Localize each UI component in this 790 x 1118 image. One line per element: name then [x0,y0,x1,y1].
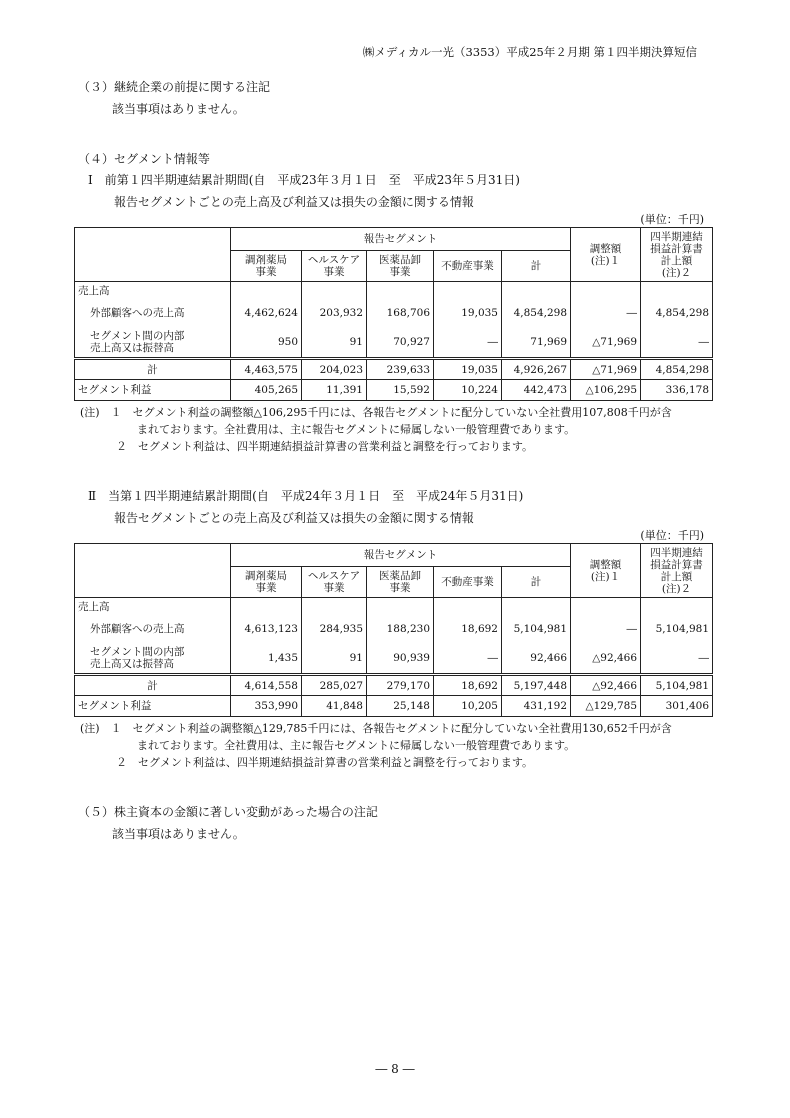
cell: 4,854,298 [502,300,571,327]
cell: 301,406 [641,696,713,717]
note-line: (注) １ セグメント利益の調整額△129,785千円には、各報告セグメントに配分していない全社費用130,652千円が含 [80,722,672,735]
cell: 90,939 [367,643,434,675]
cell: 4,614,558 [231,675,302,696]
cell: 442,473 [502,380,571,401]
cell: △92,466 [571,675,641,696]
cell: 18,692 [434,616,502,643]
table-row [75,616,713,643]
header-real-estate: 不動産事業 [434,567,502,598]
cell: 284,935 [302,616,367,643]
header-wholesale: 医薬品卸 事業 [367,251,434,282]
cell: 405,265 [231,380,302,401]
cell: △92,466 [571,643,641,675]
table-row [75,380,713,401]
cell: 239,633 [367,359,434,380]
cell: 71,969 [502,327,571,359]
period-2-unit: (単位：千円) [640,529,704,542]
period-2-notes [80,720,720,771]
section-4-title: （４）セグメント情報等 [78,152,210,166]
section-5-title: （５）株主資本の金額に著しい変動があった場合の注記 [78,805,378,819]
cell: 168,706 [367,300,434,327]
period-2-subtitle: 報告セグメントごとの売上高及び利益又は損失の金額に関する情報 [114,511,474,525]
document-header: ㈱メディカル一光（3353）平成25年２月期 第１四半期決算短信 [362,45,697,59]
cell: 19,035 [434,359,502,380]
header-quarterly-amount: 四半期連結 損益計算書 計上額 (注)２ [641,228,713,282]
row-external-label: 外部顧客への売上高 [75,300,231,327]
period-1-subtitle: 報告セグメントごとの売上高及び利益又は損失の金額に関する情報 [114,195,474,209]
period-1-unit: (単位：千円) [640,213,704,226]
note-line: まれております。全社費用は、主に報告セグメントに帰属しない一般管理費であります。 [137,739,576,752]
section-3-title: （３）継続企業の前提に関する注記 [78,80,271,94]
cell: ― [434,327,502,359]
cell: 188,230 [367,616,434,643]
cell: △106,295 [571,380,641,401]
cell: ― [434,643,502,675]
cell: △129,785 [571,696,641,717]
section-3-body: 該当事項はありません。 [112,102,245,116]
note-line: (注) １ セグメント利益の調整額△106,295千円には、各報告セグメントに配分していない全社費用107,808千円が含 [80,406,672,419]
header-quarterly-amount: 四半期連結 損益計算書 計上額 (注)２ [641,544,713,598]
cell: 353,990 [231,696,302,717]
cell: 92,466 [502,643,571,675]
cell: △71,969 [571,359,641,380]
cell: △71,969 [571,327,641,359]
cell: 70,927 [367,327,434,359]
table-row [75,696,713,717]
header-adjustment: 調整額 (注)１ [571,228,641,282]
cell: 4,463,575 [231,359,302,380]
table-row [75,675,713,696]
cell: 11,391 [302,380,367,401]
cell: 950 [231,327,302,359]
table-row [75,327,713,359]
header-adjustment: 調整額 (注)１ [571,544,641,598]
cell: 91 [302,643,367,675]
cell: ― [571,616,641,643]
period-1-notes [80,404,720,455]
cell: 1,435 [231,643,302,675]
row-sales-label: 売上高 [75,282,231,300]
cell: 4,854,298 [641,359,713,380]
cell: 4,613,123 [231,616,302,643]
cell: 5,104,981 [502,616,571,643]
cell: 10,205 [434,696,502,717]
period-2-title: Ⅱ 当第１四半期連結累計期間(自 平成24年３月１日 至 平成24年５月31日) [88,489,524,503]
row-external-label: 外部顧客への売上高 [75,616,231,643]
row-intersegment-label: セグメント間の内部 売上高又は振替高 [75,327,231,359]
cell: 285,027 [302,675,367,696]
header-subtotal: 計 [502,251,571,282]
table-row [75,643,713,675]
cell: 279,170 [367,675,434,696]
cell: 5,104,981 [641,616,713,643]
cell: 203,932 [302,300,367,327]
segment-table-1 [74,227,713,401]
header-blank [75,228,231,282]
header-real-estate: 不動産事業 [434,251,502,282]
cell: 4,854,298 [641,300,713,327]
table-row [75,300,713,327]
header-reporting-segment: 報告セグメント [231,228,571,251]
header-subtotal: 計 [502,567,571,598]
note-line: ２ セグメント利益は、四半期連結損益計算書の営業利益と調整を行っております。 [116,756,534,769]
row-profit-label: セグメント利益 [75,696,231,717]
cell: 19,035 [434,300,502,327]
cell: 336,178 [641,380,713,401]
page-number: ― 8 ― [375,1062,415,1076]
cell: 5,197,448 [502,675,571,696]
row-sales-label: 売上高 [75,598,231,616]
cell: 18,692 [434,675,502,696]
period-1-title: Ⅰ 前第１四半期連結累計期間(自 平成23年３月１日 至 平成23年５月31日) [88,173,520,187]
row-total-label: 計 [75,675,231,696]
cell: 4,926,267 [502,359,571,380]
cell: ― [571,300,641,327]
header-reporting-segment: 報告セグメント [231,544,571,567]
cell: 15,592 [367,380,434,401]
row-total-label: 計 [75,359,231,380]
cell: 204,023 [302,359,367,380]
header-healthcare: ヘルスケア 事業 [302,251,367,282]
header-pharmacy: 調剤薬局 事業 [231,251,302,282]
note-line: まれております。全社費用は、主に報告セグメントに帰属しない一般管理費であります。 [137,423,576,436]
segment-table-2 [74,543,713,717]
header-healthcare: ヘルスケア 事業 [302,567,367,598]
cell: 5,104,981 [641,675,713,696]
table-row [75,359,713,380]
note-line: ２ セグメント利益は、四半期連結損益計算書の営業利益と調整を行っております。 [116,440,534,453]
cell: 4,462,624 [231,300,302,327]
cell: 10,224 [434,380,502,401]
header-blank [75,544,231,598]
cell: ― [641,327,713,359]
cell: 431,192 [502,696,571,717]
header-pharmacy: 調剤薬局 事業 [231,567,302,598]
section-5-body: 該当事項はありません。 [112,827,245,841]
cell: 91 [302,327,367,359]
row-intersegment-label: セグメント間の内部 売上高又は振替高 [75,643,231,675]
cell: ― [641,643,713,675]
row-profit-label: セグメント利益 [75,380,231,401]
cell: 41,848 [302,696,367,717]
header-wholesale: 医薬品卸 事業 [367,567,434,598]
cell: 25,148 [367,696,434,717]
